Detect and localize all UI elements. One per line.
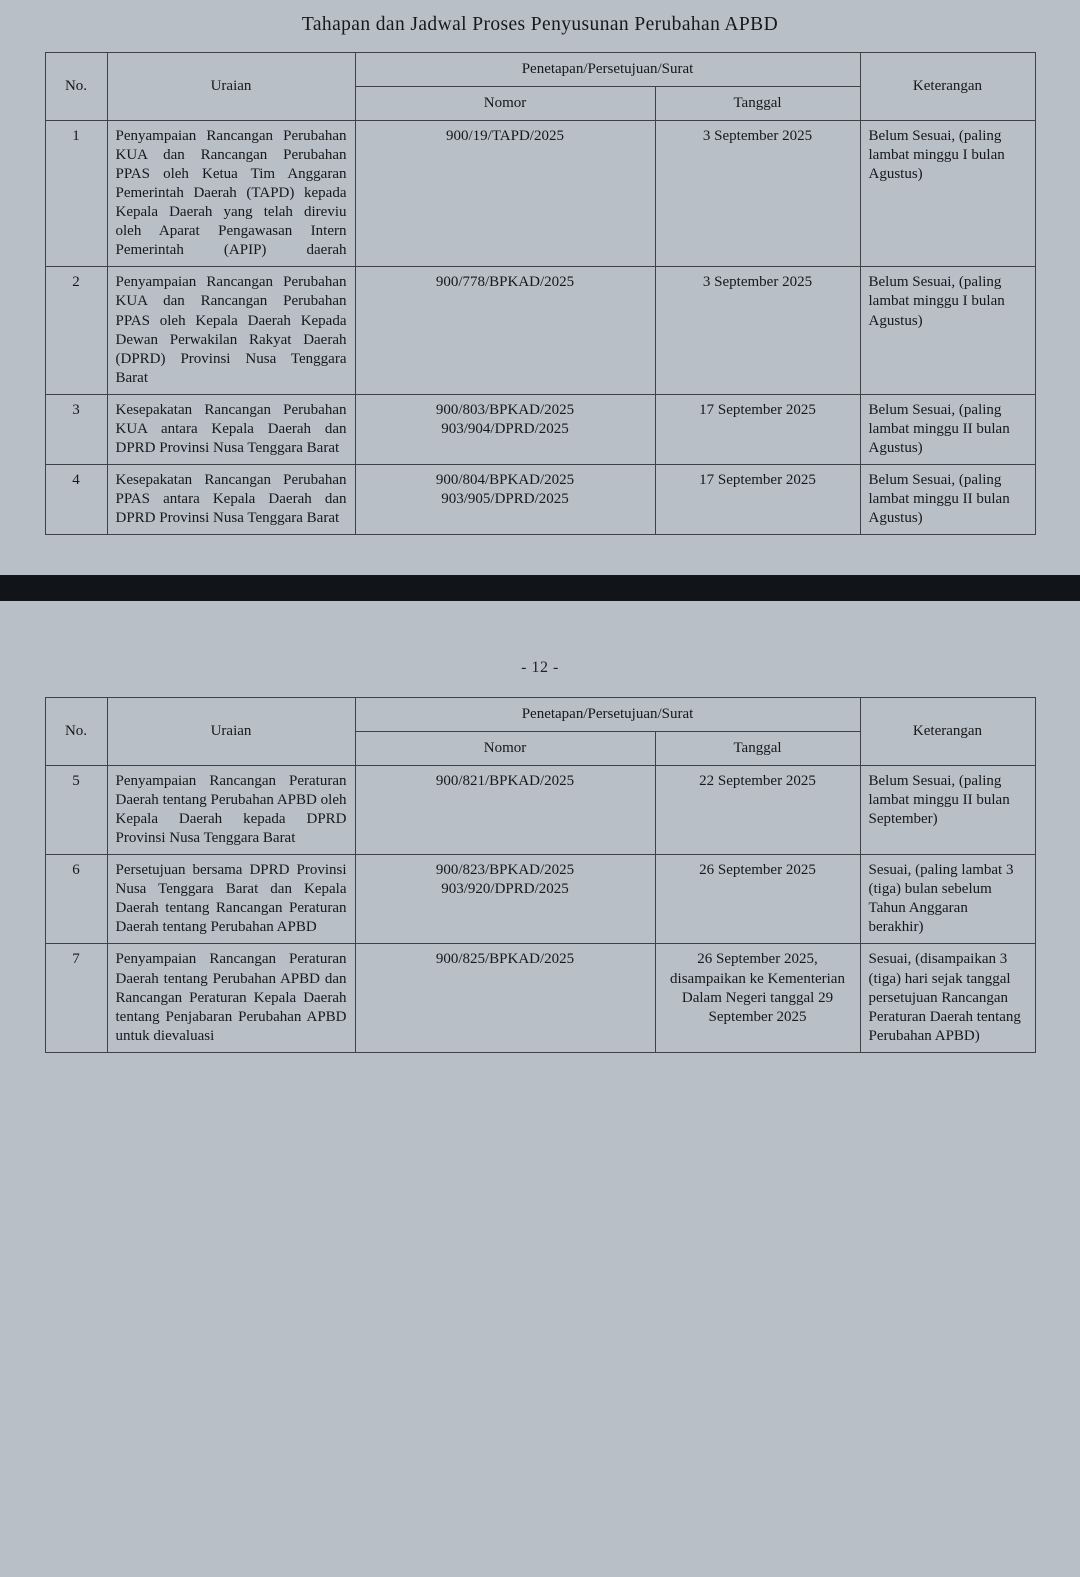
cell-tanggal: 3 September 2025: [655, 121, 860, 267]
table-row: [45, 464, 1035, 534]
cell-no: 7: [45, 944, 107, 1052]
table-header: [45, 53, 1035, 121]
table-row: [45, 766, 1035, 855]
cell-nomor: 900/821/BPKAD/2025: [355, 766, 655, 855]
schedule-table-top: [45, 52, 1036, 535]
cell-nomor: [355, 855, 655, 944]
cell-no: 2: [45, 267, 107, 394]
nomor-line: 900/803/BPKAD/2025: [435, 401, 575, 418]
nomor-line: 903/904/DPRD/2025: [441, 420, 569, 437]
schedule-table-bottom: [45, 697, 1036, 1053]
cell-keterangan: Sesuai, (disampaikan 3 (tiga) hari sejak tanggal persetujuan Rancangan Peraturan Daerah tentang Perubahan APBD): [860, 944, 1035, 1052]
cell-nomor: 900/19/TAPD/2025: [355, 121, 655, 267]
cell-keterangan: Sesuai, (paling lambat 3 (tiga) bulan sebelum Tahun Anggaran berakhir): [860, 855, 1035, 944]
cell-no: 6: [45, 855, 107, 944]
cell-uraian: Penyampaian Rancangan Peraturan Daerah tentang Perubahan APBD oleh Kepala Daerah kepada DPRD Provinsi Nusa Tenggara Barat: [107, 766, 355, 855]
cell-tanggal: 26 September 2025: [655, 855, 860, 944]
header-nomor: Nomor: [355, 732, 655, 766]
table-body-top: [45, 121, 1035, 535]
header-keterangan: Keterangan: [860, 53, 1035, 121]
cell-no: 5: [45, 766, 107, 855]
cell-uraian: Persetujuan bersama DPRD Provinsi Nusa Tenggara Barat dan Kepala Daerah tentang Rancangan Peraturan Daerah tentang Perubahan APBD: [107, 855, 355, 944]
cell-nomor: 900/778/BPKAD/2025: [355, 267, 655, 394]
table-row: [45, 944, 1035, 1052]
header-uraian: Uraian: [107, 697, 355, 765]
header-no: No.: [45, 53, 107, 121]
cell-uraian: Penyampaian Rancangan Peraturan Daerah tentang Perubahan APBD dan Rancangan Peraturan Kepala Daerah tentang Penjabaran Perubahan APBD untuk dievaluasi: [107, 944, 355, 1052]
cell-tanggal: 17 September 2025: [655, 464, 860, 534]
cell-keterangan: Belum Sesuai, (paling lambat minggu I bulan Agustus): [860, 121, 1035, 267]
table-header: [45, 697, 1035, 765]
table-row: [45, 855, 1035, 944]
header-uraian: Uraian: [107, 53, 355, 121]
header-group-penetapan: Penetapan/Persetujuan/Surat: [355, 53, 860, 87]
scan-section-top: [0, 0, 1080, 575]
cell-nomor: [355, 464, 655, 534]
nomor-line: 903/905/DPRD/2025: [441, 490, 569, 507]
cell-uraian: Kesepakatan Rancangan Perubahan PPAS antara Kepala Daerah dan DPRD Provinsi Nusa Tenggara Barat: [107, 464, 355, 534]
nomor-line: 903/920/DPRD/2025: [441, 881, 569, 898]
nomor-line: 900/804/BPKAD/2025: [435, 471, 575, 488]
cell-tanggal: 22 September 2025: [655, 766, 860, 855]
cell-tanggal: 26 September 2025, disampaikan ke Kementerian Dalam Negeri tanggal 29 September 2025: [655, 944, 860, 1052]
table-row: [45, 394, 1035, 464]
header-keterangan: Keterangan: [860, 697, 1035, 765]
cell-keterangan: Belum Sesuai, (paling lambat minggu II bulan Agustus): [860, 394, 1035, 464]
cell-no: 1: [45, 121, 107, 267]
cell-uraian: Penyampaian Rancangan Perubahan KUA dan Rancangan Perubahan PPAS oleh Kepala Daerah Kepada Dewan Perwakilan Rakyat Daerah (DPRD) Provinsi Nusa Tenggara Barat: [107, 267, 355, 394]
page-break-band: [0, 575, 1080, 601]
cell-keterangan: Belum Sesuai, (paling lambat minggu II bulan Agustus): [860, 464, 1035, 534]
nomor-line: 900/823/BPKAD/2025: [435, 862, 575, 879]
header-tanggal: Tanggal: [655, 87, 860, 121]
header-nomor: Nomor: [355, 87, 655, 121]
cell-tanggal: 17 September 2025: [655, 394, 860, 464]
table-body-bottom: [45, 766, 1035, 1053]
page-title: Tahapan dan Jadwal Proses Penyusunan Perubahan APBD: [301, 14, 779, 35]
cell-uraian: Penyampaian Rancangan Perubahan KUA dan Rancangan Perubahan PPAS oleh Ketua Tim Anggaran Pemerintah Daerah (TAPD) kepada Kepala Daerah yang telah direviu oleh Aparat Pengawasan Intern Pemerintah (APIP) daerah: [107, 121, 355, 267]
cell-keterangan: Belum Sesuai, (paling lambat minggu II bulan September): [860, 766, 1035, 855]
scan-section-bottom: [0, 601, 1080, 1073]
table-row: [45, 121, 1035, 267]
table-row: [45, 267, 1035, 394]
header-no: No.: [45, 697, 107, 765]
cell-no: 4: [45, 464, 107, 534]
cell-no: 3: [45, 394, 107, 464]
header-group-penetapan: Penetapan/Persetujuan/Surat: [355, 697, 860, 731]
cell-keterangan: Belum Sesuai, (paling lambat minggu I bulan Agustus): [860, 267, 1035, 394]
cell-nomor: [355, 394, 655, 464]
cell-tanggal: 3 September 2025: [655, 267, 860, 394]
cell-uraian: Kesepakatan Rancangan Perubahan KUA antara Kepala Daerah dan DPRD Provinsi Nusa Tenggara Barat: [107, 394, 355, 464]
page-number: - 12 -: [521, 658, 559, 676]
cell-nomor: 900/825/BPKAD/2025: [355, 944, 655, 1052]
header-tanggal: Tanggal: [655, 732, 860, 766]
